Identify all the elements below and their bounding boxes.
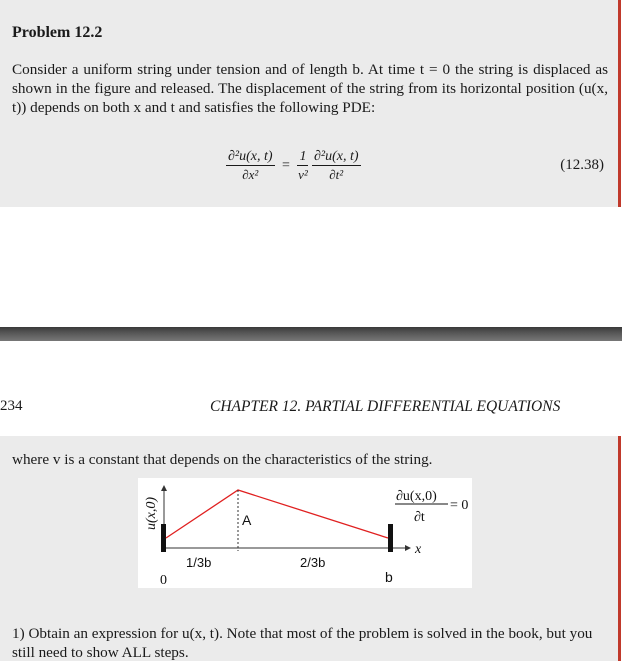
- question-text: 1) Obtain an expression for u(x, t). Note that most of the problem is solved in the book, but you still need to show ALL steps.: [12, 625, 593, 661]
- string-shape: [166, 490, 388, 538]
- coef-denominator: v²: [298, 167, 308, 182]
- page-number: 234: [0, 398, 23, 414]
- rhs-denominator: ∂t²: [329, 167, 344, 182]
- problem-title: Problem 12.2: [12, 24, 103, 41]
- bc-rhs: = 0: [450, 498, 469, 513]
- string-diagram: [138, 478, 472, 588]
- rhs-numerator: ∂²u(x, t): [313, 149, 359, 164]
- string-figure: [138, 478, 472, 588]
- continuation-text: where v is a constant that depends on the characteristics of the string.: [12, 451, 433, 468]
- right-support: [388, 524, 393, 552]
- right-segment-label: 2/3b: [300, 555, 326, 570]
- pde-equation: [226, 148, 361, 183]
- equals-sign: =: [282, 157, 290, 173]
- y-axis-label: u(x,0): [144, 496, 159, 530]
- problem-box: [0, 0, 621, 207]
- x-axis-label: x: [415, 542, 422, 557]
- coef-numerator: 1: [299, 149, 307, 164]
- end-label: b: [385, 569, 393, 585]
- chapter-heading: CHAPTER 12. PARTIAL DIFFERENTIAL EQUATIONS: [210, 398, 561, 415]
- origin-label: 0: [160, 573, 167, 588]
- left-support: [161, 524, 166, 552]
- page-divider: [0, 327, 622, 341]
- rhs-fraction: [312, 148, 361, 183]
- equation-number: (12.38): [560, 157, 604, 173]
- problem-intro: Consider a uniform string under tension and of length b. At time t = 0 the string is displaced as shown in the figure and released. The displacement of the string from its horizontal position (u(x, t)) depends on both x and t and satisfies the following PDE:: [12, 61, 608, 116]
- peak-label: A: [242, 512, 252, 528]
- bc-denominator: ∂t: [414, 510, 425, 525]
- lhs-denominator: ∂x²: [242, 167, 259, 182]
- coef-fraction: [297, 148, 308, 183]
- lhs-numerator: ∂²u(x, t): [228, 149, 273, 164]
- lhs-fraction: [226, 148, 275, 183]
- left-segment-label: 1/3b: [186, 555, 212, 570]
- bc-numerator: ∂u(x,0): [396, 489, 437, 504]
